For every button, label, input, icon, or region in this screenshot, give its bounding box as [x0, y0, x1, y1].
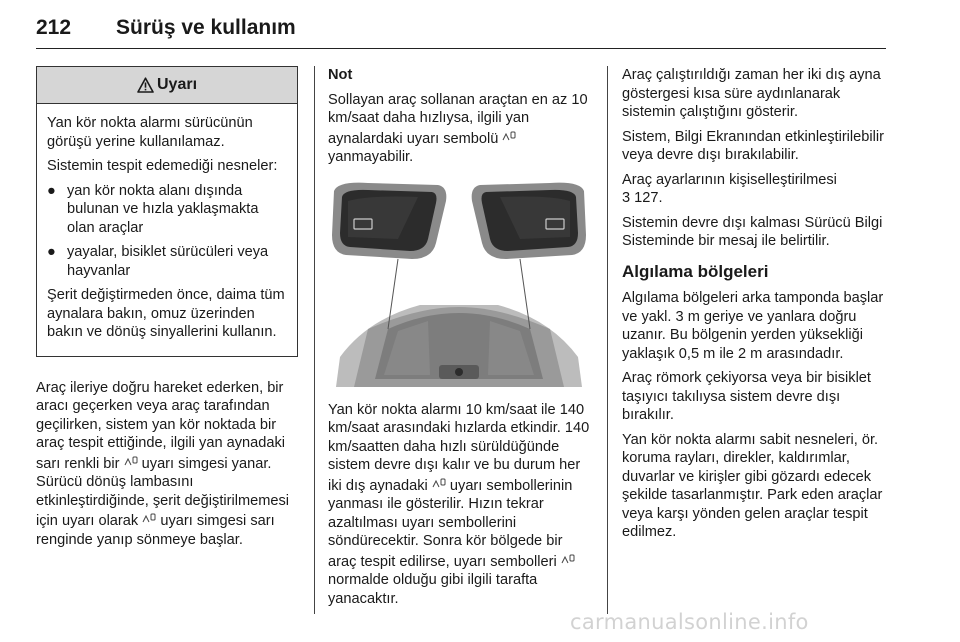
body-paragraph: Yan kör nokta alarmı sabit nesneleri, ör. koruma rayları, direkler, kaldırımlar, duvarlar ve kirişler gibi gözardı edecek şekilde tasarlanmıştır. Park eden araçlar veya karşı yönden gelen araçlar tespit edilmez. — [622, 431, 883, 540]
blind-spot-warning-icon — [502, 128, 516, 138]
body-paragraph: Sistemin devre dışı kalması Sürücü Bilgi Sisteminde bir mesaj ile belirtilir. — [622, 214, 883, 249]
warning-header — [37, 67, 297, 104]
warning-paragraph: Sistemin tespit edemediği nesneler: — [47, 158, 278, 174]
column-2 — [328, 66, 594, 614]
section-heading: Algılama bölgeleri — [622, 261, 769, 281]
bullet-icon: ● — [47, 182, 56, 199]
list-item-text: yan kör nokta alanı dışında bulunan ve hızla yaklaşmakta olan araçlar — [67, 182, 259, 236]
column-divider — [607, 66, 608, 614]
page-header — [36, 8, 886, 49]
column-3 — [622, 66, 888, 548]
column-1 — [36, 66, 300, 555]
blind-spot-warning-icon — [124, 453, 138, 463]
column-divider — [314, 66, 315, 614]
body-paragraph: Araç römork çekiyorsa veya bir bisiklet taşıyıcı takılıysa sistem devre dışı bırakılır. — [622, 370, 871, 423]
list-item — [47, 182, 289, 238]
list-item-text: yayalar, bisiklet sürücüleri veya hayvanlar — [67, 244, 269, 279]
body-paragraph: Araç ileriye doğru hareket ederken, bir aracı geçerken veya araç tarafından geçilirken, sistem yan kör noktada bir araç tespit ettiğinde, ilgili yan aynadaki sarı renkli bir uyarı simgesi yanar. Sürücü dönüş lambasını etkinleştirdiğinde, şerit değiştirilmemesi için uyarı olarak uyarı simgesi sarı renginde yanıp sönmeye başlar. — [36, 379, 290, 548]
note-title: Not — [328, 67, 353, 83]
list-item — [47, 243, 289, 280]
page-number: 212 — [36, 16, 72, 39]
warning-triangle-icon — [137, 77, 154, 93]
blind-spot-warning-icon — [142, 510, 156, 520]
warning-paragraph: Yan kör nokta alarmı sürücünün görüşü yerine kullanılamaz. — [47, 115, 253, 150]
body-paragraph: Araç ayarlarının kişiselleştirilmesi 3 127. — [622, 171, 837, 206]
warning-box — [36, 66, 298, 357]
warning-paragraph: Şerit değiştirmeden önce, daima tüm aynalara bakın, omuz üzerinden bakın ve dönüş sinyallerini kullanın. — [47, 287, 285, 340]
watermark: carmanualsonline.info — [570, 610, 809, 634]
body-paragraph: Algılama bölgeleri arka tamponda başlar ve yakl. 3 m geriye ve yanlara doğru uzanır. Bu bölgenin yerden yüksekliği yaklaşık 0,5 m ile 2 m arasındadır. — [622, 290, 884, 362]
note-paragraph: Sollayan araç sollanan araçtan en az 10 km/saat daha hızlıysa, ilgili yan aynalardaki uyarı sembolü yanmayabilir. — [328, 91, 588, 165]
bullet-icon: ● — [47, 244, 56, 260]
warning-title: Uyarı — [156, 75, 198, 93]
blind-spot-warning-icon — [561, 551, 575, 561]
body-paragraph: Sistem, Bilgi Ekranından etkinleştirilebilir veya devre dışı bırakılabilir. — [622, 128, 884, 163]
body-paragraph: Araç çalıştırıldığı zaman her iki dış ayna göstergesi kısa süre aydınlanarak sistemin çalıştığını gösterir. — [622, 67, 881, 120]
body-paragraph: Yan kör nokta alarmı 10 km/saat ile 140 km/saat arasındaki hızlarda etkindir. 140 km/saatten daha hızlı sürüldüğünde sistem devre dışı kalır ve bu durum her iki dış aynadaki uyarı sembollerinin yanması ile gösterilir. Hızın tekrar azaltılması uyarı sembollerini söndürecektir. Sonra kör bölgede bir araç tespit edilirse, uyarı sembolleri normalde olduğu gibi ilgili tarafta yanacaktır. — [328, 401, 590, 607]
warning-body — [37, 104, 297, 356]
chapter-title: Sürüş ve kullanım — [116, 16, 296, 39]
mirror-illustration — [328, 179, 590, 387]
blind-spot-warning-icon — [432, 475, 446, 485]
page-reference-link[interactable]: 3 127. — [622, 190, 663, 206]
